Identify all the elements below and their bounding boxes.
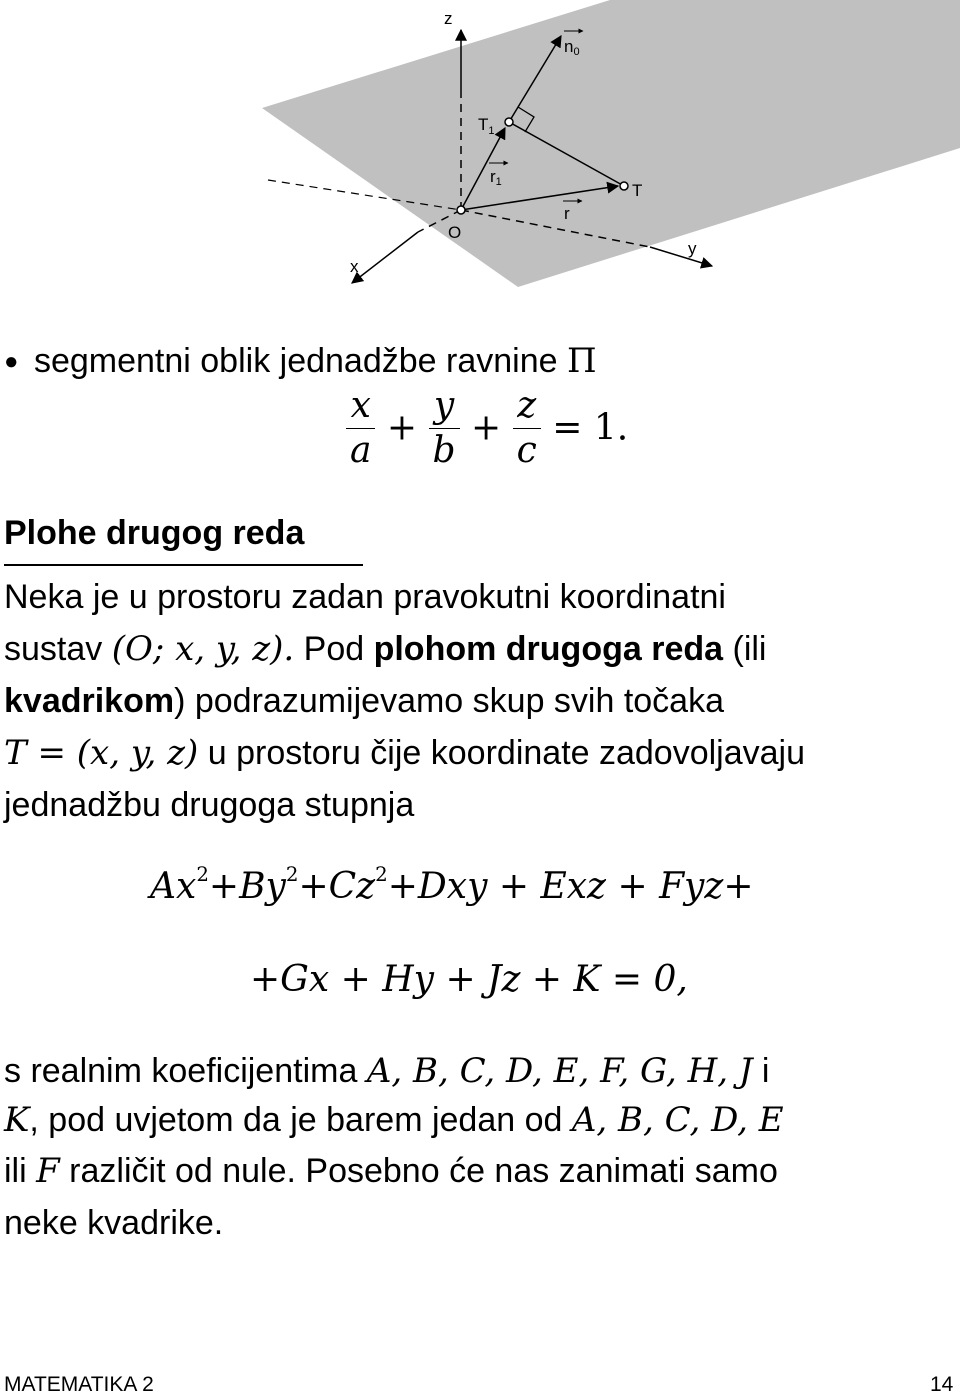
page-number: 14 bbox=[930, 1373, 954, 1396]
footer-title: MATEMATIKA 2 bbox=[4, 1373, 154, 1396]
para2-line4: neke kvadrike. bbox=[4, 1204, 224, 1242]
svg-text:r: r bbox=[564, 204, 570, 223]
section-title: Plohe drugog reda bbox=[4, 514, 305, 552]
z-axis-label: z bbox=[444, 9, 453, 28]
bullet-icon: ● bbox=[4, 348, 19, 375]
y-axis bbox=[650, 247, 712, 266]
para1-line5: jednadžbu drugoga stupnja bbox=[4, 786, 415, 824]
point-t bbox=[620, 182, 628, 190]
point-t1-label: $T_1$ bbox=[478, 115, 495, 137]
point-t1 bbox=[505, 118, 513, 126]
bullet-text: segmentni oblik jednadžbe ravnine bbox=[33, 342, 558, 380]
plane-pi bbox=[262, 0, 960, 287]
coefficients-list-2: A, B, C, D, E bbox=[571, 1100, 784, 1140]
x-axis-label: x bbox=[350, 257, 359, 276]
para2-line3: ili F različit od nule. Posebno će nas zanimati samo bbox=[4, 1151, 778, 1191]
quadric-equation-line1: $Ax^2+By^2+Cz^2+Dxy$ + Exz + Fyz+ bbox=[150, 863, 754, 907]
coordinate-system-math: (O; x, y, z). bbox=[111, 629, 295, 669]
section-underline bbox=[4, 564, 363, 566]
bullet-segment-form bbox=[4, 336, 597, 387]
point-t-math: T = (x, y, z) bbox=[4, 733, 199, 773]
y-axis-label: y bbox=[688, 239, 697, 258]
coefficients-list: A, B, C, D, E, F, G, H, J bbox=[366, 1051, 753, 1091]
para2-line1: s realnim koeficijentima A, B, C, D, E, F, G, H, J i bbox=[4, 1051, 770, 1091]
svg-text:r1: r1 bbox=[490, 167, 502, 188]
para2-line2: K, pod uvjetom da je barem jedan od A, B, C, D, E bbox=[4, 1100, 784, 1140]
point-t-label: T bbox=[632, 181, 643, 200]
term-kvadrik: kvadrikom bbox=[4, 682, 175, 720]
origin-label: O bbox=[448, 223, 462, 242]
fraction-z-c: $\frac{z}{c}$ bbox=[513, 384, 541, 473]
pi-symbol: Π bbox=[566, 341, 597, 381]
plus-sign: + bbox=[386, 407, 418, 449]
para1-line3: kvadrikom) podrazumijevamo skup svih točaka bbox=[4, 682, 725, 720]
quadric-equation-line2: +Gx + Hy + Jz + K = 0, bbox=[250, 959, 688, 1000]
para1-line4: T = (x, y, z) u prostoru čije koordinate zadovoljavaju bbox=[4, 733, 806, 773]
plus-sign: + bbox=[471, 407, 502, 449]
equals-one: = 1. bbox=[552, 407, 629, 449]
svg-text:n0: n0 bbox=[564, 37, 580, 58]
x-axis bbox=[352, 232, 418, 283]
fraction-y-b: $\frac{y}{b}$ bbox=[429, 384, 460, 473]
origin-point bbox=[457, 206, 465, 214]
fraction-x-a: $\frac{x}{a}$ bbox=[346, 384, 375, 473]
segment-equation bbox=[346, 384, 628, 473]
term-quadric-surface: plohom drugoga reda bbox=[373, 630, 724, 668]
para1-line2: sustav (O; x, y, z). Pod plohom drugoga reda (ili bbox=[4, 629, 767, 669]
plane-normal-figure bbox=[0, 0, 960, 300]
para1-line1: Neka je u prostoru zadan pravokutni koordinatni bbox=[4, 578, 726, 616]
